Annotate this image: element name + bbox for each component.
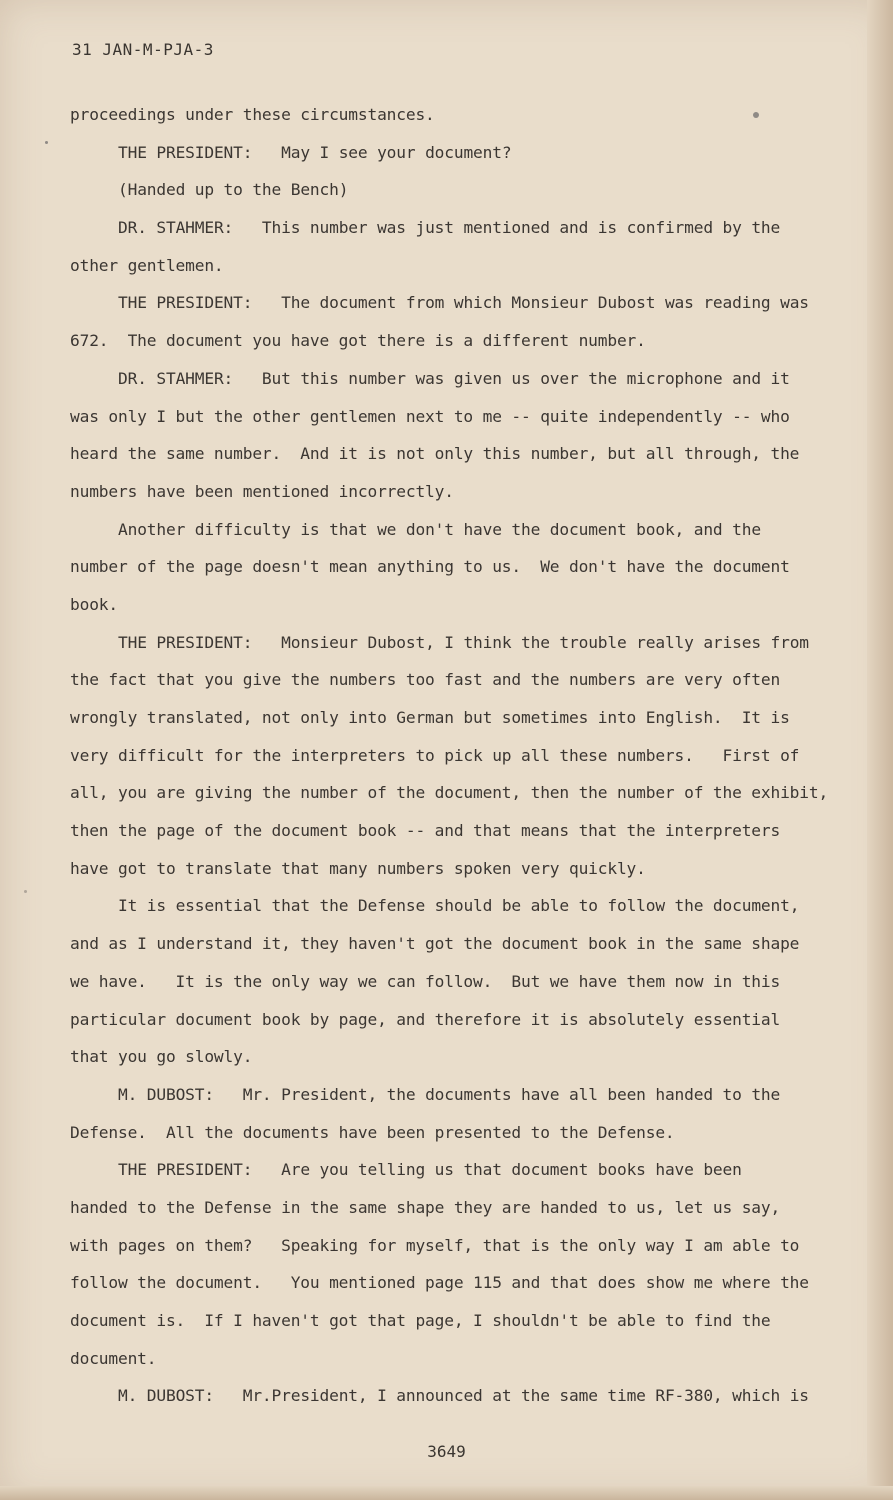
transcript-line: number of the page doesn't mean anything to us. We don't have the document <box>70 557 790 577</box>
transcript-line: and as I understand it, they haven't got the document book in the same shape <box>70 934 800 954</box>
transcript-line: DR. STAHMER: This number was just mentioned and is confirmed by the <box>118 218 781 238</box>
transcript-line: DR. STAHMER: But this number was given us over the microphone and it <box>118 368 790 388</box>
transcript-line: other gentlemen. <box>70 255 224 275</box>
page-header: 31 JAN-M-PJA-3 <box>72 40 214 59</box>
transcript-line: with pages on them? Speaking for myself, that is the only way I am able to <box>70 1235 800 1255</box>
transcript-body <box>70 96 829 1415</box>
transcript-line: wrongly translated, not only into German but sometimes into English. It is <box>70 708 790 727</box>
transcript-line: follow the document. You mentioned page 115 and that does show me where the <box>70 1273 809 1293</box>
transcript-line: document. <box>70 1348 157 1368</box>
transcript-line: It is essential that the Defense should be able to follow the document, <box>118 896 800 916</box>
transcript-line: M. DUBOST: Mr.President, I announced at the same time RF-380, which is <box>118 1386 809 1406</box>
transcript-line: that you go slowly. <box>70 1047 253 1067</box>
transcript-line: 672. The document you have got there is a different number. <box>70 331 646 351</box>
transcript-line: we have. It is the only way we can follow. But we have them now in this <box>70 971 781 991</box>
transcript-line: THE PRESIDENT: Are you telling us that document books have been <box>118 1160 742 1180</box>
transcript-line: Another difficulty is that we don't have the document book, and the <box>118 519 761 539</box>
transcript-line: M. DUBOST: Mr. President, the documents have all been handed to the <box>118 1084 781 1104</box>
transcript-line: proceedings under these circumstances. <box>70 105 435 124</box>
transcript-line: all, you are giving the number of the document, then the number of the exhibit, <box>70 783 829 803</box>
transcript-line: handed to the Defense in the same shape they are handed to us, let us say, <box>70 1197 781 1217</box>
transcript-line: heard the same number. And it is not only this number, but all through, the <box>70 444 800 464</box>
transcript-line: document is. If I haven't got that page, I shouldn't be able to find the <box>70 1311 771 1330</box>
transcript-line: the fact that you give the numbers too fast and the numbers are very often <box>70 670 781 690</box>
transcript-line: THE PRESIDENT: May I see your document? <box>118 142 512 162</box>
paper-speck <box>24 890 27 893</box>
paper-edge-bottom <box>0 1486 893 1500</box>
transcript-line: Defense. All the documents have been presented to the Defense. <box>70 1122 675 1142</box>
transcript-line: very difficult for the interpreters to pick up all these numbers. First of <box>70 745 800 765</box>
transcript-line: (Handed up to the Bench) <box>118 180 349 200</box>
transcript-line: THE PRESIDENT: Monsieur Dubost, I think the trouble really arises from <box>118 632 809 652</box>
transcript-line: then the page of the document book -- and that means that the interpreters <box>70 821 781 841</box>
transcript-line: was only I but the other gentlemen next to me -- quite independently -- who <box>70 406 790 426</box>
page-number: 3649 <box>427 1442 466 1461</box>
paper-speck <box>45 141 48 144</box>
transcript-line: have got to translate that many numbers spoken very quickly. <box>70 858 646 878</box>
transcript-line: particular document book by page, and therefore it is absolutely essential <box>70 1009 781 1029</box>
transcript-line: numbers have been mentioned incorrectly. <box>70 481 454 501</box>
transcript-line: book. <box>70 594 118 614</box>
transcript-line: THE PRESIDENT: The document from which Monsieur Dubost was reading was <box>118 293 809 313</box>
paper-edge-right <box>867 0 893 1500</box>
